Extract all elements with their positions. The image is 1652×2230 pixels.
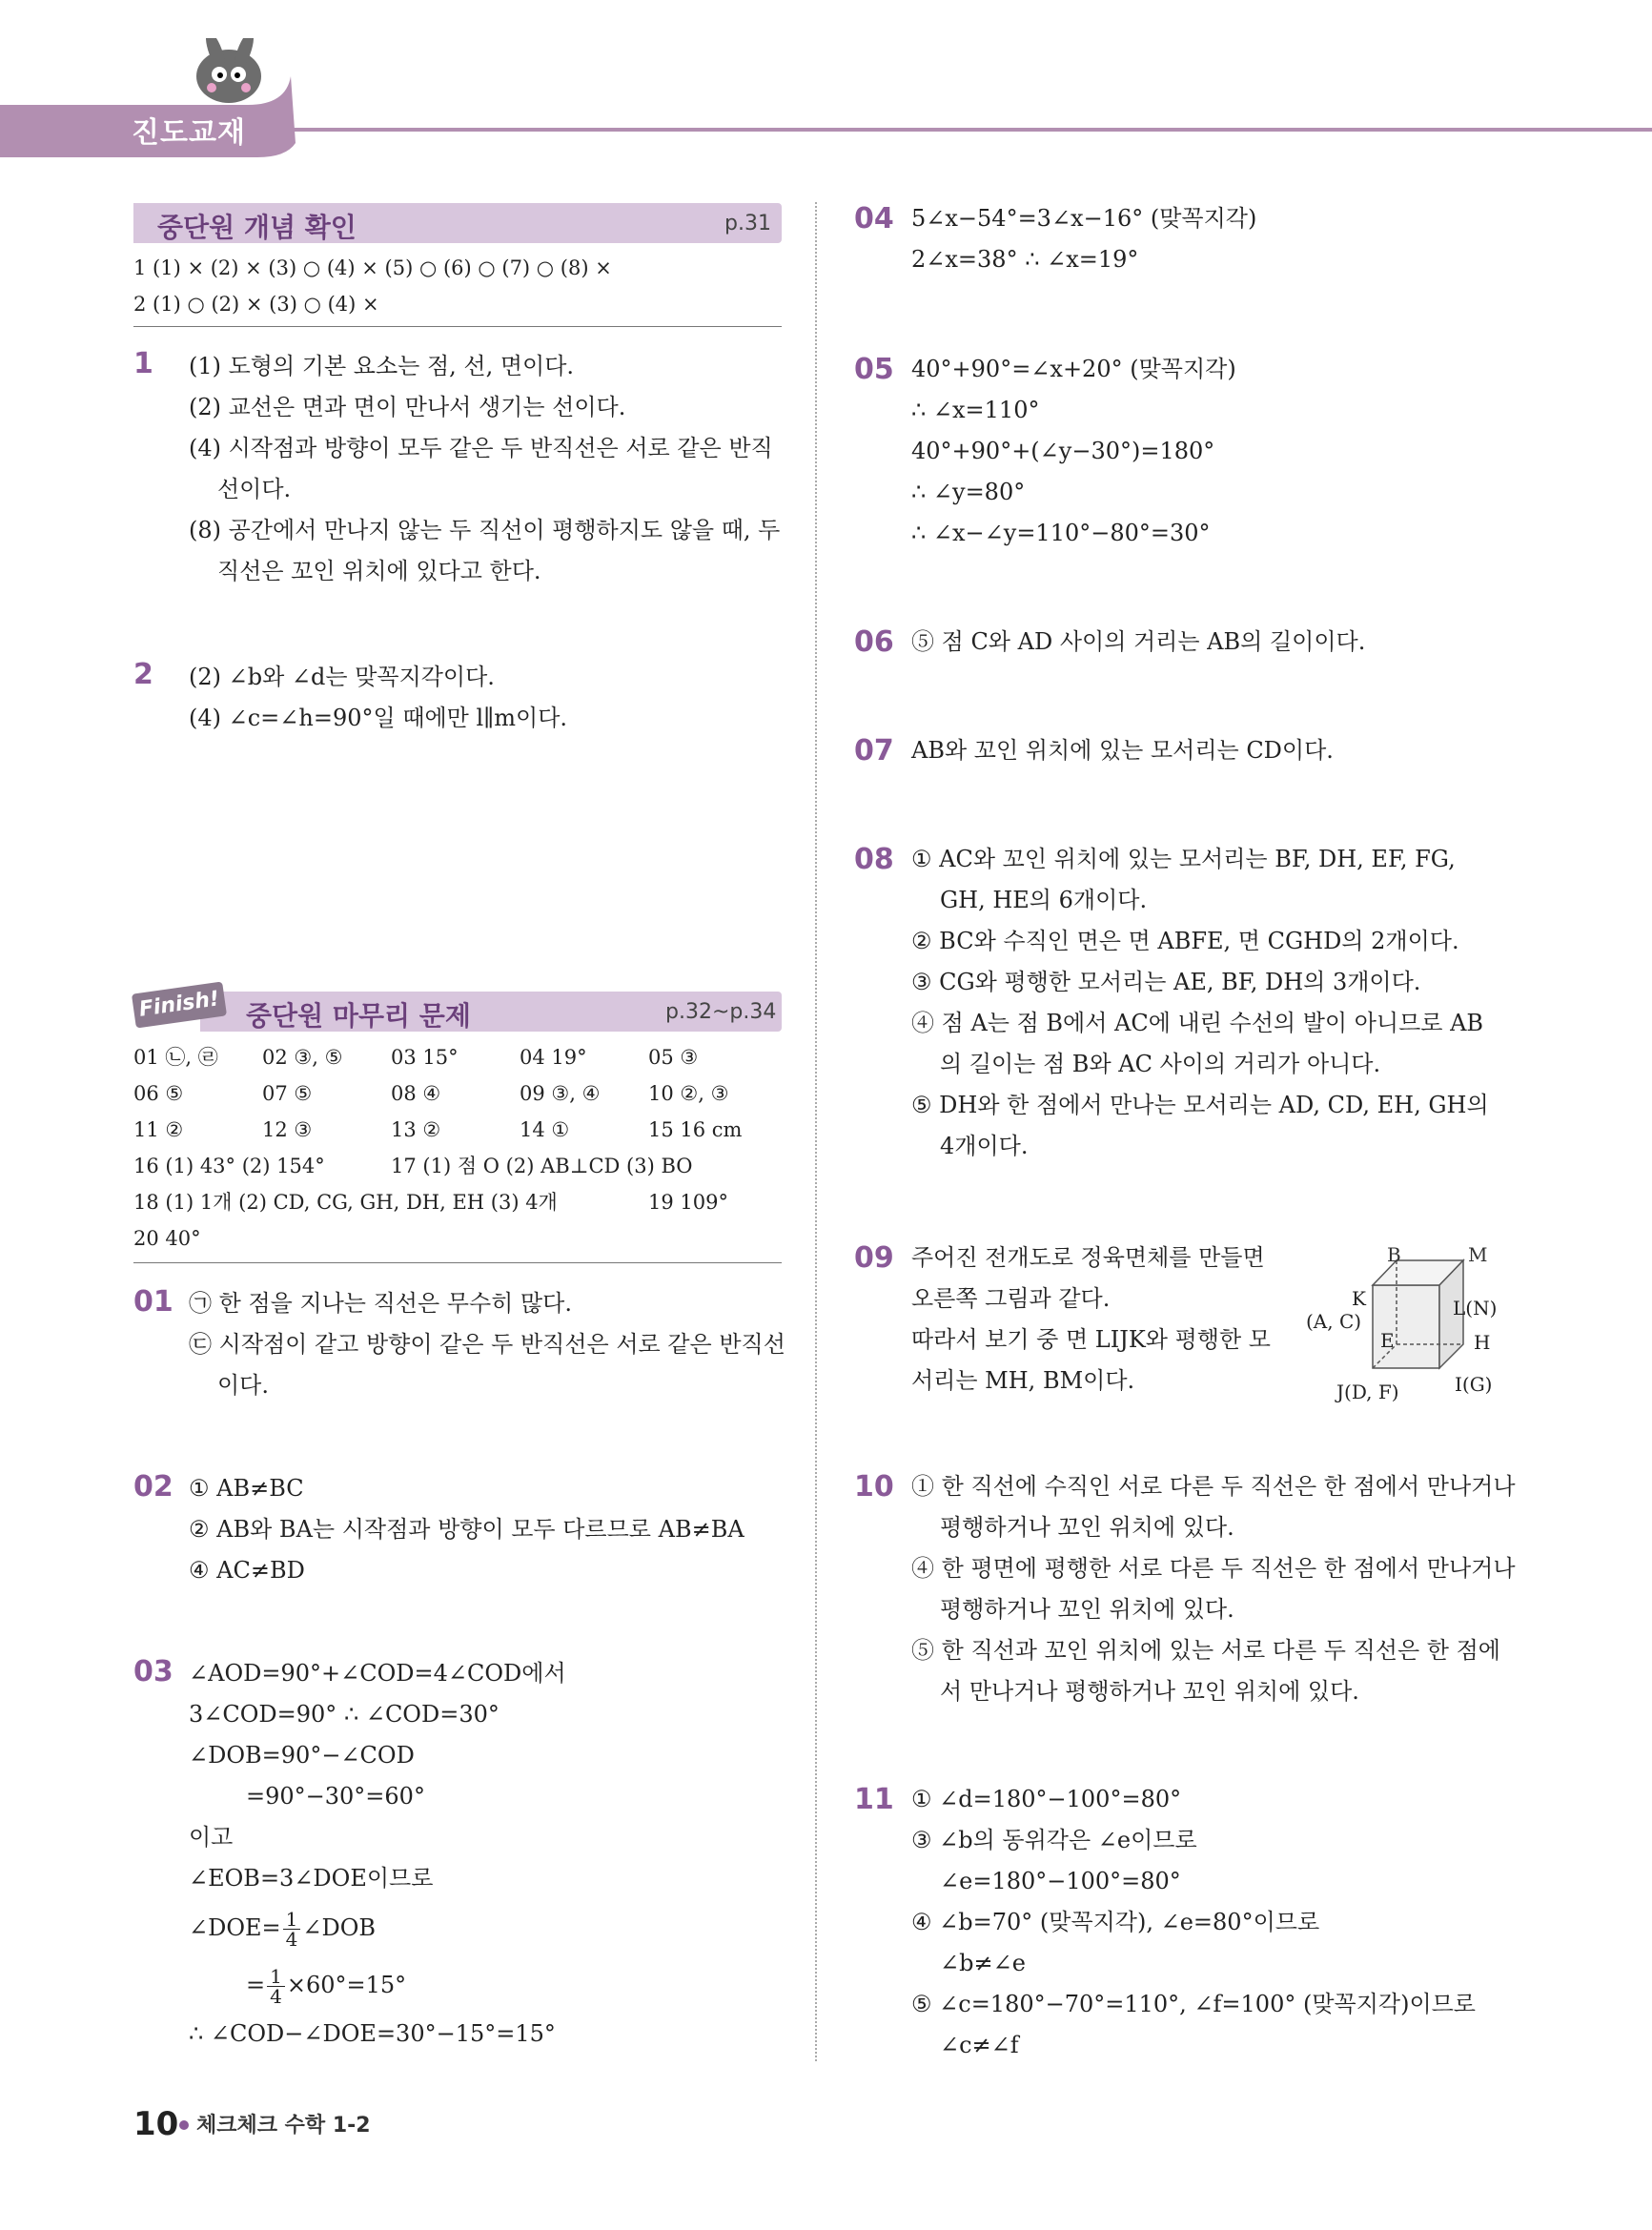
q03-body: ∠AOD=90°+∠COD=4∠COD에서 3∠COD=90° ∴ ∠COD=30° ∠DOB=90°−∠COD =90°−30°=60° 이고 ∠EOB=3∠DOE이므로 ∠DOE= $\frac{1}{4}$ ∠DOB = $\frac{1}{4}$ ×60°=15° ∴ ∠COD−∠DOE=30°−15°=15° (189, 1660, 566, 2047)
cube-label-k: K (1352, 1287, 1366, 1310)
concept-rule (133, 326, 782, 327)
answer-16: 16 (1) 43° (2) 154° (133, 1155, 325, 1177)
cube-label-e: E (1380, 1329, 1395, 1352)
q07-number: 07 (854, 734, 894, 767)
answer-11: 11 ② (133, 1118, 184, 1141)
cube-label-ig: I(G) (1455, 1373, 1493, 1396)
answer-10: 10 ②, ③ (648, 1082, 729, 1105)
concept-answers-row2: 2 (1) ○ (2) × (3) ○ (4) × (133, 293, 379, 316)
answer-18: 18 (1) 1개 (2) CD, CG, GH, DH, EH (3) 4개 (133, 1191, 558, 1214)
cube-label-b: B (1387, 1243, 1401, 1266)
answer-19: 19 109° (648, 1191, 728, 1214)
finish-page: p.32~p.34 (665, 1000, 777, 1024)
q02-body: ① AB≠BC ② AB와 BA는 시작점과 방향이 모두 다르므로 AB≠BA ④ AC≠BD (189, 1475, 744, 1584)
concept-answers-row1: 1 (1) × (2) × (3) ○ (4) × (5) ○ (6) ○ (7) ○ (8) × (133, 256, 612, 279)
cube-label-ln: L(N) (1453, 1297, 1498, 1320)
finish-title: 중단원 마무리 문제 (246, 1000, 471, 1032)
q04-number: 04 (854, 202, 894, 235)
answer-13: 13 ② (391, 1118, 441, 1141)
fraction-one-quarter-2: $\frac{1}{4}$ (267, 1967, 285, 2006)
answer-12: 12 ③ (262, 1118, 313, 1141)
q10-number: 10 (854, 1470, 894, 1504)
q08-number: 08 (854, 843, 894, 876)
cube-label-m: M (1468, 1243, 1488, 1266)
concept-q1-body: (1) 도형의 기본 요소는 점, 선, 면이다. (2) 교선은 면과 면이 만나서 생기는 선이다. (4) 시작점과 방향이 모두 같은 두 반직선은 서로 같은 반직 선이다. (8) 공간에서 만나지 않는 두 직선이 평행하지도 않을 때, 두 직선은 꼬인 위치에 있다고 한다. (189, 353, 781, 584)
book-title: 체크체크 수학 1-2 (196, 2114, 371, 2138)
footer-bullet-icon (179, 2120, 189, 2130)
fraction-one-quarter: $\frac{1}{4}$ (283, 1910, 301, 1949)
answer-05: 05 ③ (648, 1046, 699, 1069)
q10-body: ① 한 직선에 수직인 서로 다른 두 직선은 한 점에서 만나거나 평행하거나 꼬인 위치에 있다. ④ 한 평면에 평행한 서로 다른 두 직선은 한 점에서 만나거나 평행하거나 꼬인 위치에 있다. ⑤ 한 직선과 꼬인 위치에 있는 서로 다른 두 직선은 한 점에 서 만나거나 평행하거나 꼬인 위치에 있다. (911, 1473, 1516, 1705)
answer-01: 01 ㉡, ㉣ (133, 1046, 218, 1069)
q09-body: 주어진 전개도로 정육면체를 만들면 오른쪽 그림과 같다. 따라서 보기 중 면 LIJK와 평행한 모 서리는 MH, BM이다. (911, 1244, 1271, 1394)
q02-number: 02 (133, 1470, 173, 1504)
q06-number: 06 (854, 625, 894, 659)
answer-08: 08 ④ (391, 1082, 441, 1105)
answer-09: 09 ③, ④ (520, 1082, 601, 1105)
cube-label-jdf: J(D, F) (1336, 1381, 1399, 1403)
finish-rule (133, 1262, 782, 1263)
q11-body: ① ∠d=180°−100°=80° ③ ∠b의 동위각은 ∠e이므로 ∠e=180°−100°=80° ④ ∠b=70° (맞꼭지각), ∠e=80°이므로 ∠b≠∠e ⑤ ∠c=180°−70°=110°, ∠f=100° (맞꼭지각)이므로 ∠c≠∠f (911, 1786, 1476, 2058)
answer-06: 06 ⑤ (133, 1082, 184, 1105)
answer-20: 20 40° (133, 1227, 201, 1250)
header-rule (286, 128, 1652, 132)
finish-answer-grid (133, 1039, 791, 1257)
mascot-icon (196, 38, 261, 103)
answer-15: 15 16 cm (648, 1118, 743, 1141)
answer-14: 14 ① (520, 1118, 570, 1141)
q04-body: 5∠x−54°=3∠x−16° (맞꼭지각) 2∠x=38° ∴ ∠x=19° (911, 205, 1257, 273)
q09-number: 09 (854, 1241, 894, 1275)
answer-03: 03 15° (391, 1046, 459, 1069)
answer-02: 02 ③, ⑤ (262, 1046, 343, 1069)
q01-body: ㉠ 한 점을 지나는 직선은 무수히 많다. ㉢ 시작점이 같고 방향이 같은 두 반직선은 서로 같은 반직선 이다. (189, 1290, 785, 1399)
q05-body: 40°+90°=∠x+20° (맞꼭지각) ∴ ∠x=110° 40°+90°+(∠y−30°)=180° ∴ ∠y=80° ∴ ∠x−∠y=110°−80°=30° (911, 356, 1236, 546)
cube-label-ac: (A, C) (1306, 1310, 1362, 1333)
cube-label-h: H (1474, 1331, 1491, 1354)
finish-badge: Finish! (132, 981, 227, 1028)
q11-number: 11 (854, 1783, 894, 1816)
page-number: 10 (133, 2105, 179, 2143)
answer-07: 07 ⑤ (262, 1082, 313, 1105)
concept-q1-number: 1 (133, 347, 153, 380)
q03-number: 03 (133, 1655, 173, 1688)
q01-number: 01 (133, 1285, 173, 1319)
q05-number: 05 (854, 353, 894, 386)
concept-q2-body: (2) ∠b와 ∠d는 맞꼭지각이다. (4) ∠c=∠h=90°일 때에만 l∥m이다. (189, 664, 568, 731)
header-label: 진도교재 (132, 116, 246, 150)
concept-page: p.31 (724, 212, 771, 235)
answer-04: 04 19° (520, 1046, 587, 1069)
q08-body: ① AC와 꼬인 위치에 있는 모서리는 BF, DH, EF, FG, GH, HE의 6개이다. ② BC와 수직인 면은 면 ABFE, 면 CGHD의 2개이다. ③ CG와 평행한 모서리는 AE, BF, DH의 3개이다. ④ 점 A는 점 B에서 AC에 내린 수선의 발이 아니므로 AB 의 길이는 점 B와 AC 사이의 거리가 아니다. ⑤ DH와 한 점에서 만나는 모서리는 AD, CD, EH, GH의 4개이다. (911, 846, 1489, 1159)
concept-q2-number: 2 (133, 658, 153, 691)
column-divider (815, 202, 817, 2061)
q06-body: ⑤ 점 C와 AD 사이의 거리는 AB의 길이이다. (911, 628, 1366, 655)
q07-body: AB와 꼬인 위치에 있는 모서리는 CD이다. (911, 737, 1334, 764)
answer-17: 17 (1) 점 O (2) AB⊥CD (3) BO (391, 1155, 693, 1177)
concept-title: 중단원 개념 확인 (157, 212, 357, 243)
